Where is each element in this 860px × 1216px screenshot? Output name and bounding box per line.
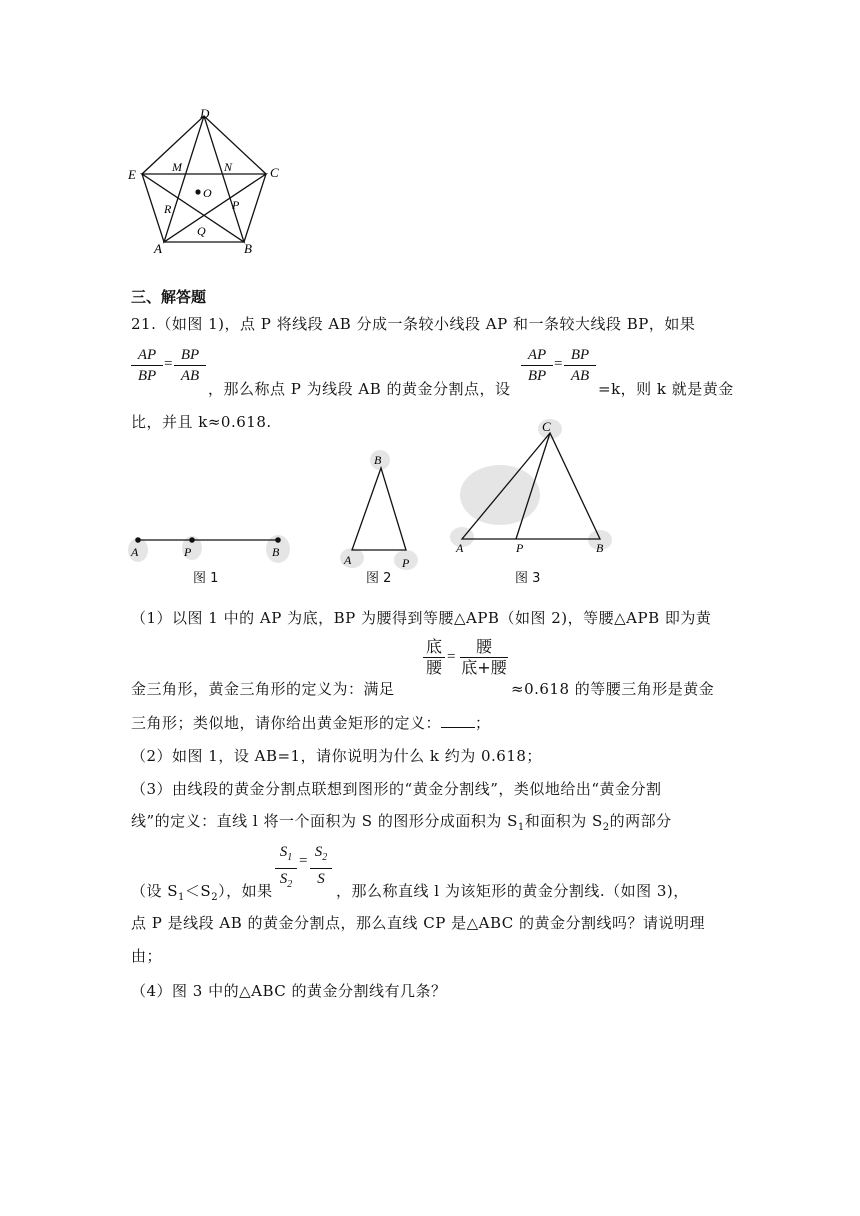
figure-3-caption: 图 3	[515, 571, 541, 586]
fraction-bp-ab: BP AB	[174, 346, 206, 385]
label-O: O	[203, 186, 212, 200]
fig1-label-a: A	[131, 545, 139, 559]
label-E: E	[128, 167, 136, 182]
q1-fraction-left: 底 腰	[423, 638, 445, 677]
label-M: M	[172, 160, 182, 174]
fraction-bp-ab-2: BP AB	[564, 346, 596, 385]
fraction-eq-2: =	[554, 356, 563, 372]
point-b	[275, 537, 281, 543]
q1-fraction-eq: =	[447, 649, 456, 665]
label-D: D	[200, 106, 210, 121]
q1-line-2-start: 金三角形，黄金三角形的定义为：满足	[131, 680, 395, 698]
q4-line-1: （4）图 3 中的△ABC 的黄金分割线有几条？	[131, 982, 447, 1000]
problem-line-2-mid: ，那么称点 P 为线段 AB 的黄金分割点，设	[208, 380, 511, 398]
problem-line-2-end: =k，则 k 就是黄金	[598, 380, 734, 398]
label-R: R	[164, 202, 172, 216]
isosceles-triangle	[352, 468, 406, 550]
figure-2	[338, 446, 428, 576]
fig3-label-c: C	[542, 419, 551, 434]
label-C: C	[270, 165, 279, 180]
q1-line-2-end: ≈0.618 的等腰三角形是黄金	[511, 680, 715, 698]
q3-fraction-eq: =	[299, 853, 308, 869]
q3-line-1: （3）由线段的黄金分割点联想到图形的“黄金分割线”，类似地给出“黄金分割	[131, 780, 662, 798]
q1-fraction-right: 腰 底+腰	[461, 637, 507, 677]
fig2-label-b: B	[374, 453, 382, 467]
figure-2-caption: 图 2	[366, 571, 392, 586]
fig3-label-b: B	[596, 541, 604, 555]
q3-line-5: 由；	[131, 947, 163, 965]
pentagon-figure	[120, 100, 295, 260]
answer-blank[interactable]	[441, 713, 475, 728]
label-Q: Q	[197, 224, 206, 238]
section-title: 三、解答题	[131, 288, 207, 306]
q2-line-1: （2）如图 1，设 AB=1，请你说明为什么 k 约为 0.618；	[131, 747, 542, 765]
problem-line-3: 比，并且 k≈0.618.	[131, 413, 272, 431]
fig3-label-p: P	[516, 541, 524, 555]
figure-1-caption: 图 1	[193, 571, 219, 586]
label-N: N	[224, 160, 233, 174]
fig1-label-b: B	[272, 545, 280, 559]
point-a	[135, 537, 141, 543]
center-point	[195, 189, 200, 194]
label-P: P	[232, 198, 240, 212]
point-p	[189, 537, 195, 543]
label-A: A	[154, 241, 162, 256]
q1-line-3: 三角形；类似地，请你给出黄金矩形的定义： ；	[131, 714, 491, 732]
q3-line-3-end: ，那么称直线 l 为该矩形的黄金分割线.（如图 3)，	[336, 882, 689, 900]
fraction-ap-bp-2: AP BP	[521, 346, 553, 385]
q1-line-1: （1）以图 1 中的 AP 为底，BP 为腰得到等腰△APB（如图 2)，等腰△APB 即为黄	[131, 609, 712, 627]
q3-line-3-start: （设 $S_1<S_2$），如果	[131, 882, 273, 903]
fig3-label-a: A	[456, 541, 464, 555]
q3-fraction-right: $S_2$ S	[310, 843, 332, 888]
fig1-label-p: P	[184, 545, 192, 559]
fig2-label-p: P	[402, 556, 410, 570]
q3-line-4: 点 P 是线段 AB 的黄金分割点，那么直线 CP 是△ABC 的黄金分割线吗？请说明理	[131, 914, 706, 932]
q3-fraction-left: $S_1$ $S_2$	[275, 843, 297, 894]
fraction-eq-1: =	[164, 356, 173, 372]
label-B: B	[244, 241, 252, 256]
q3-line-2: 线”的定义：直线 l 将一个面积为 S 的图形分成面积为 $S_1$和面积为 $S_2$的两部分	[131, 812, 672, 833]
problem-line-1: 21.（如图 1)，点 P 将线段 AB 分成一条较小线段 AP 和一条较大线段 BP，如果	[131, 315, 696, 333]
fig2-label-a: A	[344, 553, 352, 567]
fraction-ap-bp: AP BP	[131, 346, 163, 385]
figure-3	[450, 415, 620, 565]
